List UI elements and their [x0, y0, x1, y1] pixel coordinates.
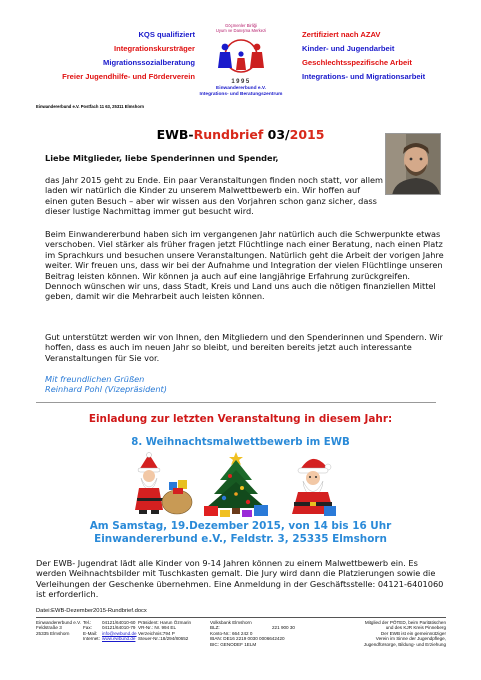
event-date-place — [0, 520, 481, 546]
footer-text: Tel.: — [83, 620, 92, 625]
footer-text: BIC: GENODEF 1ELM — [210, 641, 257, 647]
title-part: 03/ — [263, 127, 290, 142]
santa-with-sack-icon — [133, 452, 195, 516]
title-part: 2015 — [289, 127, 325, 142]
footer-text: 221 900 30 — [272, 625, 295, 631]
closing-greeting — [45, 374, 167, 395]
divider — [36, 402, 436, 403]
event-name: 8. Weihnachtsmalwettbewerb im EWB — [131, 437, 350, 448]
title-part: Rundbrief — [193, 127, 264, 142]
portrait-image — [386, 134, 441, 195]
paragraph: Beim Einwandererbund haben sich im vergangenen Jahr natürlich auch die Schwerpunkte etwas verschoben. Viel stärker als früher fragen jetzt Flüchtlinge nach einer Beratung, nach einen Platz im Sprachkurs und besuchen unsere Veranstaltungen. Natürlich geht die Arbeit der vorigen Jahre weiter. Wir freuen uns, dass wir bei der Aufnahme und Integration der vielen Flüchtlinge unseren Beitrag leisten können. Wir können ja auch auf eine langjährige Erfahrung zurückgreifen. Dennoch wünschen wir uns, dass Stadt, Kreis und Land uns auch die nötigen finanziellen Mittel geben, damit wir die Mehrarbeit auch leisten können. — [45, 229, 444, 302]
logo-tagline: Uyum ve Danışma Merkezi — [215, 28, 267, 33]
christmas-tree-icon — [196, 450, 276, 518]
footer-contact-values — [102, 620, 137, 642]
footer-text: E-Mail: — [83, 630, 98, 636]
signature-line: Reinhard Pohl (Vizepräsident) — [45, 384, 167, 395]
footer-text: Der EWB ist ein gemeinnütziger — [380, 630, 446, 636]
greeting-line: Mit freundlichen Grüßen — [45, 374, 145, 384]
sender-address-line: Einwandererbund e.V. Postfach 11 63, 25311 Elmshorn — [36, 104, 145, 109]
email-link[interactable]: info@ewbund.de — [102, 630, 137, 636]
paragraph: Der EWB- Jugendrat lädt alle Kinder von 9-14 Jahren können zu einem Malwettbewerb ein. Es werden Weihnachtsbilder mit Tuschkasten gemalt. Die Jury wird dann die Platzierungen sowie die Verleihungen der Geschenke übernehmen. Eine Anmeldung in der Geschäftsstelle: 04121-6401060 ist erforderlich. — [36, 558, 444, 600]
footer-text: Internet: — [83, 636, 100, 642]
footer-text: Einwandererbund e.V. — [36, 620, 82, 625]
footer-text: Steuer-Nr.:18/294/80652 — [138, 636, 189, 642]
salutation: Liebe Mitglieder, liebe Spenderinnen und Spender, — [45, 153, 279, 163]
footer-text: BLZ: — [210, 625, 220, 631]
header-left-item: Migrationssozialberatung — [103, 58, 195, 67]
file-note: Datei:EWB-Dezember2015-Rundbrief.docx — [36, 608, 147, 614]
footer-text: IBAN: DE16 2219 0030 0006642420 — [210, 636, 285, 642]
footer-text: 04121/64010-79 — [102, 625, 136, 631]
event-date: Am Samstag, 19.Dezember 2015, von 14 bis 16 Uhr — [89, 520, 392, 532]
paragraph: Gut unterstützt werden wir von Ihnen, den Mitgliedern und den Spenderinnen und Spendern. Wir hoffen, dass es auch im neuen Jahr so bleibt, und bereiten bereits jetzt auch interessante Veranstaltungen für Sie vor. — [45, 332, 443, 363]
footer-text: Verzeichnis:794 P — [138, 630, 175, 636]
footer-text: 04121/64010-60 — [102, 620, 136, 625]
header-left-item: Freier Jugendhilfe- und Förderverein — [62, 72, 195, 81]
footer-registration — [138, 620, 191, 642]
event-place: Einwandererbund e.V., Feldstr. 3, 25335 Elmshorn — [94, 533, 387, 545]
logo-tagline: Göçmenler Birliği — [225, 23, 257, 28]
logo-figures-icon — [203, 32, 279, 82]
footer-text: Feldstraße 3 — [36, 625, 62, 631]
footer-address — [36, 620, 81, 636]
header-left-item: KQS qualifiziert — [138, 30, 195, 39]
footer-text: Verein im Sinne der Jugendpflege, — [375, 636, 446, 642]
divider — [36, 617, 446, 618]
logo-name — [195, 86, 287, 98]
footer-text: 25335 Elmshorn — [36, 630, 70, 636]
header-left-item: Integrationskursträger — [113, 44, 195, 53]
logo-year: 1995 — [231, 79, 251, 85]
invitation-title: Einladung zur letzten Veranstaltung in diesem Jahr: — [88, 413, 393, 425]
header-right-item: Zertifiziert nach AZAV — [302, 30, 381, 39]
header-left-list — [62, 28, 195, 84]
header-right-item: Kinder- und Jugendarbeit — [302, 44, 395, 53]
header-right-item: Integrations- und Migrationsarbeit — [302, 72, 426, 81]
footer-text: Konto-Nr.: 664 242 0 — [210, 630, 253, 636]
footer-text: Präsident: Harun Özmarin — [138, 620, 192, 625]
footer-blz — [272, 620, 295, 631]
footer-membership — [350, 620, 446, 647]
footer-text: Mitglied der PÖTED, beim Paritätischen — [364, 620, 446, 625]
footer-text: Fax: — [83, 625, 92, 631]
title-part: EWB- — [156, 127, 194, 142]
footer-text: VR-Nr.: Nr. 994 EL — [138, 625, 177, 631]
paragraph: das Jahr 2015 geht zu Ende. Ein paar Veranstaltungen finden noch statt, vor allem laden wir natürlich die Kinder zu unserem Malwettbewerb ein. Wir hoffen auf einen guten Besuch – aber wir wissen aus den Vorjahren schon ganz sicher, dass dieser lustige Nachmittag immer gut besucht wird. — [45, 175, 384, 217]
logo-name-line: Integrations- und Beratungszentrum — [199, 92, 283, 97]
footer-text: Volksbank Elmshorn — [210, 620, 252, 625]
footer-contact-labels — [83, 620, 100, 642]
footer-text: und des KJR Kreis Pinneberg — [385, 625, 446, 631]
logo-name-line: Einwandererbund e.V. — [216, 86, 266, 91]
footer-text: Jugendfürsorge, Bildung- und Erziehung — [363, 641, 446, 647]
header-right-list — [302, 28, 425, 84]
santa-icon — [286, 452, 340, 518]
author-photo — [385, 133, 441, 195]
header-right-item: Geschlechtsspezifische Arbeit — [302, 58, 412, 67]
website-link[interactable]: www.ewbund.de — [102, 636, 136, 642]
organization-logo — [199, 22, 283, 100]
